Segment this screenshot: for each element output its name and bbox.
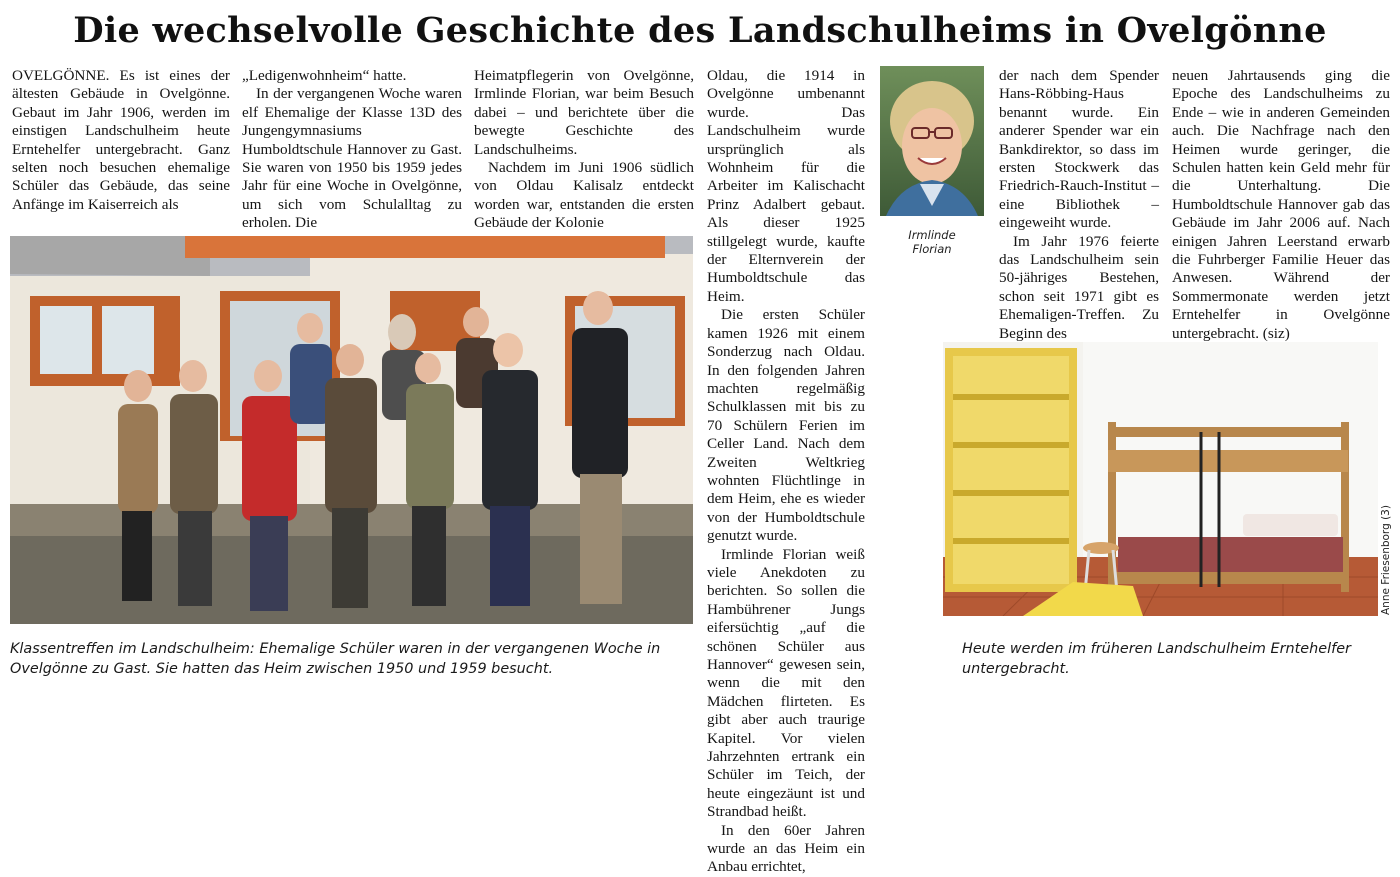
- portrait-caption: Irmlinde Florian: [908, 228, 956, 256]
- room-photo-caption: Heute werden im früheren Landschulheim Erntehelfer untergebracht.: [962, 641, 1351, 677]
- article-column-3: [474, 67, 694, 233]
- paragraph: Irmlinde Florian weiß viele Anekdoten zu berichten. So sollen die Hambührener Jungs eifersüchtig „auf die schönen Schüler aus Hannover“ gewesen sein, wenn die mit den Mädchen flirteten. Es gibt aber auch traurige Kapitel. Vor vielen Jahrzehnten ertrank ein Schüler im Teich, der heute eingezäunt ist und Strandbad heißt.: [707, 545, 865, 821]
- paragraph: „Ledigenwohnheim“ hatte.: [242, 67, 407, 84]
- article-column-4: [707, 67, 865, 877]
- article-column-1: [12, 67, 230, 214]
- photo-credit: Anne Friesenborg (3): [1380, 505, 1392, 615]
- portrait-photo: [880, 66, 984, 216]
- group-photo-caption: Klassentreffen im Landschulheim: Ehemalige Schüler waren in der vergangenen Woche in Ovelgönne zu Gast. Sie hatten das Heim zwischen 1950 und 1959 besucht.: [10, 641, 661, 677]
- paragraph: OVELGÖNNE. Es ist eines der ältesten Gebäude in Ovelgönne. Gebaut im Jahr 1906, werden im einstigen Landschulheim heute Erntehelfer untergebracht. Ganz selten noch besuchen ehemalige Schüler das Gebäude, das seine Anfänge im Kaiserreich als: [12, 67, 230, 213]
- room-photo: [943, 342, 1378, 616]
- article-column-2: [242, 67, 462, 233]
- paragraph: Oldau, die 1914 in Ovelgönne umbenannt wurde. Das Landschulheim wurde ursprünglich als Wohnheim für die Arbeiter im Kalischacht Prinz Adalbert gebaut. Als dieser 1925 stillgelegt wurde, kaufte der Elternverein der Humboldtschule das Heim.: [707, 67, 865, 305]
- paragraph: Heimatpflegerin von Ovelgönne, Irmlinde Florian, war beim Besuch dabei – und berichtete über die bewegte Geschichte des Landschulheims.: [474, 67, 694, 158]
- group-photo: [10, 236, 693, 624]
- paragraph: Im Jahr 1976 feierte das Landschulheim sein 50-jähriges Bestehen, schon seit 1971 gibt es Ehemaligen-Treffen. Zu Beginn des: [999, 232, 1159, 342]
- paragraph: In der vergangenen Woche waren elf Ehemalige der Klasse 13D des Jungengymnasiums Humboldtschule Hannover zu Gast. Sie waren von 1950 bis 1959 jedes Jahr für eine Woche in Ovelgönne, um sich vom Schulalltag zu erholen. Die: [242, 85, 462, 232]
- yellow-shelf: [945, 348, 1077, 592]
- paragraph: In den 60er Jahren wurde an das Heim ein Anbau errichtet,: [707, 821, 865, 876]
- article-headline: Die wechselvolle Geschichte des Landschulheims in Ovelgönne: [73, 10, 1327, 51]
- article-column-5: [999, 67, 1159, 343]
- paragraph: neuen Jahrtausends ging die Epoche des Landschulheims zu Ende – wie in anderen Gemeinden auch. Die Nachfrage nach den Heimen wurde geringer, die Schulen hatten kein Geld mehr für die Unterhaltung. Die Humboldtschule Hannover gab das Gebäude im Jahr 2006 auf. Nach einigen Jahren Leerstand erwarb die Fuhrberger Familie Heuer das Anwesen. Während der Sommermonate werden jetzt Erntehelfer in Ovelgönne untergebracht. (siz): [1172, 67, 1390, 342]
- paragraph: der nach dem Spender Hans-Röbbing-Haus benannt wurde. Ein anderer Spender war ein Bankdirektor, so dass im ersten Stockwerk das Friedrich-Rauch-Institut – eine Bibliothek – eingeweiht wurde.: [999, 67, 1159, 232]
- paragraph: Die ersten Schüler kamen 1926 mit einem Sonderzug nach Oldau. In den folgenden Jahren machten regelmäßig Schulklassen mit bis zu 70 Schülern Ferien im Celler Land. Nach dem Zweiten Weltkrieg wohnten Flüchtlinge in dem Heim, ehe es wieder von der Humboldtschule genutzt wurde.: [707, 306, 865, 545]
- paragraph: Nachdem im Juni 1906 südlich von Oldau Kalisalz entdeckt worden war, entstanden die ersten Gebäude der Kolonie: [474, 159, 694, 232]
- article-column-6: [1172, 67, 1390, 343]
